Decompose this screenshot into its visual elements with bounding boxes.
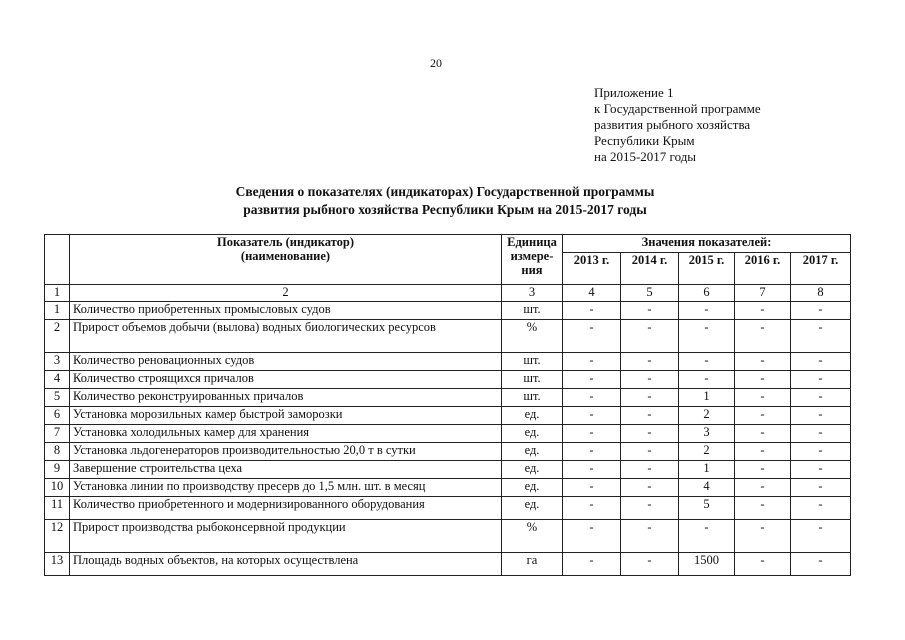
row-value: 1 [679, 389, 735, 407]
row-unit: % [502, 320, 563, 353]
row-value: - [735, 425, 791, 443]
table-row [45, 389, 851, 407]
row-value: - [735, 353, 791, 371]
appendix-line: развития рыбного хозяйства [594, 117, 751, 132]
row-indicator-name: Количество реновационных судов [70, 353, 502, 371]
title-line: развития рыбного хозяйства Республики Крым на 2015-2017 годы [243, 202, 647, 217]
header-unit-line1: Единица [507, 235, 557, 249]
header-row [45, 235, 851, 253]
column-number: 3 [502, 285, 563, 302]
row-value: - [679, 302, 735, 320]
row-value: - [791, 302, 851, 320]
row-value: - [735, 443, 791, 461]
row-value: - [791, 320, 851, 353]
row-value: - [679, 371, 735, 389]
row-value: 1 [679, 461, 735, 479]
row-value: 3 [679, 425, 735, 443]
row-value: - [563, 302, 621, 320]
table-row [45, 425, 851, 443]
row-indicator-name: Количество реконструированных причалов [70, 389, 502, 407]
row-value: - [563, 371, 621, 389]
header-year: 2017 г. [791, 253, 851, 285]
row-value: - [735, 520, 791, 553]
row-value: - [791, 407, 851, 425]
row-indicator-name: Установка морозильных камер быстрой заморозки [70, 407, 502, 425]
row-unit: ед. [502, 443, 563, 461]
row-unit: % [502, 520, 563, 553]
row-value: - [563, 425, 621, 443]
row-value: - [735, 553, 791, 576]
table-row [45, 320, 851, 353]
table-row [45, 371, 851, 389]
row-value: - [563, 461, 621, 479]
row-value: - [791, 371, 851, 389]
row-value: - [621, 371, 679, 389]
row-value: - [621, 302, 679, 320]
row-indicator-name: Установка линии по производству пресерв до 1,5 млн. шт. в месяц [70, 479, 502, 497]
row-value: - [563, 407, 621, 425]
appendix-line: Приложение 1 [594, 85, 674, 100]
row-value: - [621, 553, 679, 576]
table-row [45, 353, 851, 371]
header-indicator-line1: Показатель (индикатор) [217, 235, 354, 249]
header-index-cell [45, 235, 70, 285]
row-number: 13 [45, 553, 70, 576]
row-value: - [735, 302, 791, 320]
column-number: 8 [791, 285, 851, 302]
row-value: - [791, 353, 851, 371]
row-indicator-name: Количество строящихся причалов [70, 371, 502, 389]
row-value: - [563, 389, 621, 407]
column-number: 1 [45, 285, 70, 302]
row-number: 5 [45, 389, 70, 407]
row-number: 6 [45, 407, 70, 425]
row-unit: ед. [502, 425, 563, 443]
row-value: - [791, 520, 851, 553]
row-value: - [563, 443, 621, 461]
row-value: 4 [679, 479, 735, 497]
row-value: - [735, 497, 791, 520]
header-year: 2014 г. [621, 253, 679, 285]
row-number: 7 [45, 425, 70, 443]
row-unit: ед. [502, 407, 563, 425]
table-row [45, 497, 851, 520]
row-value: - [621, 425, 679, 443]
row-value: - [621, 479, 679, 497]
row-value: - [621, 461, 679, 479]
row-value: - [621, 320, 679, 353]
row-value: - [563, 553, 621, 576]
appendix-line: к Государственной программе [594, 101, 761, 116]
row-indicator-name: Количество приобретенных промысловых судов [70, 302, 502, 320]
row-value: - [735, 407, 791, 425]
column-number: 6 [679, 285, 735, 302]
row-unit: шт. [502, 353, 563, 371]
column-number: 4 [563, 285, 621, 302]
row-value: - [735, 389, 791, 407]
title-line: Сведения о показателях (индикаторах) Государственной программы [235, 184, 655, 199]
row-unit: ед. [502, 461, 563, 479]
row-number: 10 [45, 479, 70, 497]
indicators-table [44, 234, 851, 576]
column-number: 5 [621, 285, 679, 302]
table-row [45, 443, 851, 461]
row-value: - [563, 353, 621, 371]
row-value: - [679, 520, 735, 553]
row-value: - [791, 461, 851, 479]
row-value: - [791, 443, 851, 461]
header-unit [502, 235, 563, 285]
column-number: 7 [735, 285, 791, 302]
row-value: 2 [679, 407, 735, 425]
row-indicator-name: Установка льдогенераторов производительностью 20,0 т в сутки [70, 443, 502, 461]
row-value: - [621, 443, 679, 461]
row-number: 8 [45, 443, 70, 461]
row-unit: ед. [502, 479, 563, 497]
row-value: - [563, 497, 621, 520]
row-number: 2 [45, 320, 70, 353]
header-indicator [70, 235, 502, 285]
appendix-line: Республики Крым [594, 133, 695, 148]
row-unit: шт. [502, 302, 563, 320]
document-title [120, 183, 770, 219]
table-row [45, 553, 851, 576]
row-value: - [621, 497, 679, 520]
row-indicator-name: Завершение строительства цеха [70, 461, 502, 479]
row-value: - [621, 353, 679, 371]
row-value: - [791, 497, 851, 520]
row-value: - [563, 520, 621, 553]
appendix-line: на 2015-2017 годы [594, 149, 697, 164]
row-value: - [735, 320, 791, 353]
table-row [45, 407, 851, 425]
row-value: - [791, 553, 851, 576]
row-value: - [735, 479, 791, 497]
table-row [45, 302, 851, 320]
header-year: 2015 г. [679, 253, 735, 285]
row-number: 12 [45, 520, 70, 553]
row-value: 1500 [679, 553, 735, 576]
row-value: - [563, 479, 621, 497]
row-value: - [791, 425, 851, 443]
row-value: - [735, 461, 791, 479]
row-value: - [621, 407, 679, 425]
column-number-row [45, 285, 851, 302]
row-value: - [735, 371, 791, 389]
row-number: 11 [45, 497, 70, 520]
row-indicator-name: Прирост объемов добычи (вылова) водных биологических ресурсов [70, 320, 502, 353]
row-indicator-name: Количество приобретенного и модернизированного оборудования [70, 497, 502, 520]
table-row [45, 479, 851, 497]
row-number: 3 [45, 353, 70, 371]
row-value: - [679, 353, 735, 371]
row-number: 1 [45, 302, 70, 320]
row-unit: шт. [502, 371, 563, 389]
header-values-group: Значения показателей: [563, 235, 851, 253]
row-value: - [621, 389, 679, 407]
row-value: 5 [679, 497, 735, 520]
row-unit: га [502, 553, 563, 576]
page-number: 20 [430, 56, 442, 70]
row-value: - [791, 479, 851, 497]
row-indicator-name: Установка холодильных камер для хранения [70, 425, 502, 443]
row-value: - [791, 389, 851, 407]
row-value: - [679, 320, 735, 353]
header-year: 2016 г. [735, 253, 791, 285]
row-indicator-name: Площадь водных объектов, на которых осуществлена [70, 553, 502, 576]
table-row [45, 520, 851, 553]
header-unit-line2: измере- [510, 249, 554, 263]
row-value: - [621, 520, 679, 553]
header-indicator-line2: (наименование) [240, 249, 331, 263]
row-unit: ед. [502, 497, 563, 520]
row-unit: шт. [502, 389, 563, 407]
row-value: 2 [679, 443, 735, 461]
table-row [45, 461, 851, 479]
header-year: 2013 г. [563, 253, 621, 285]
header-unit-line3: ния [521, 263, 543, 277]
column-number: 2 [70, 285, 502, 302]
appendix-note [594, 85, 854, 165]
row-number: 4 [45, 371, 70, 389]
row-number: 9 [45, 461, 70, 479]
row-indicator-name: Прирост производства рыбоконсервной продукции [70, 520, 502, 553]
row-value: - [563, 320, 621, 353]
